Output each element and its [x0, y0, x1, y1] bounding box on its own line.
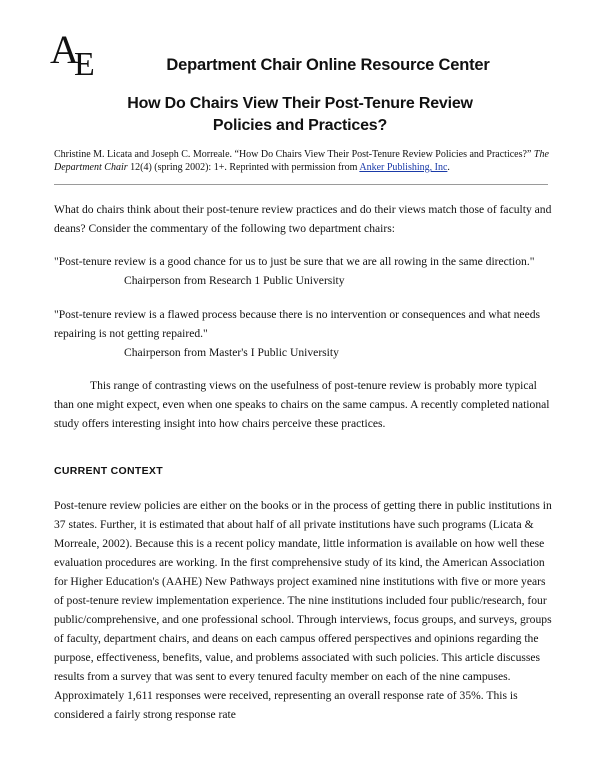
quote-1-text: "Post-tenure review is a good chance for us to just be sure that we are all rowing in the same direction." [54, 255, 535, 268]
publisher-link[interactable]: Anker Publishing, Inc [359, 162, 448, 173]
citation-journal: The Department Chair [54, 149, 549, 173]
section-heading: CURRENT CONTEXT [54, 465, 163, 477]
quote-1-attribution: Chairperson from Research 1 Public University [124, 274, 345, 287]
divider [54, 184, 548, 185]
resource-center-title: Department Chair Online Resource Center [166, 56, 490, 74]
contrast-paragraph: This range of contrasting views on the usefulness of post-tenure review is probably more typical than one might expect, even when one speaks to chairs on the same campus. A recently completed national study offers interesting insight into how chairs perceive these practices. [54, 379, 550, 430]
intro-paragraph: What do chairs think about their post-tenure review practices and do their views match those of faculty and deans? Consider the commentary of the following two department chairs: [54, 203, 552, 235]
quote-2-attribution: Chairperson from Master's I Public University [124, 346, 339, 359]
article-title-line-1: How Do Chairs View Their Post-Tenure Review [127, 95, 473, 112]
context-paragraph: Post-tenure review policies are either on the books or in the process of getting there in public institutions in 37 states. Further, it is estimated that about half of all private institutions have such programs (Licata & Morreale, 2002). Because this is a recent policy mandate, little information is available on how well these evaluation procedures are working. In the first comprehensive study of its kind, the American Association for Higher Education's (AAHE) New Pathways project examined nine institutions with five or more years of post-tenure review implementation experience. The nine institutions included four public/research, four public/comprehensive, and one professional school. Through interviews, focus groups, and surveys, groups of faculty, department chairs, and deans on each campus offered perspectives and opinions regarding the purpose, effectiveness, benefits, value, and problems associated with such policies. This article discusses results from a survey that was sent to every tenured faculty member on each of the nine campuses. Approximately 1,611 responses were received, representing an overall response rate of 35%. This is considered a fairly strong response rate [54, 499, 552, 721]
quote-2 [54, 305, 552, 362]
logo-letter-e: E [74, 46, 95, 83]
citation-authors: Christine M. Licata and Joseph C. Morreale. “How Do Chairs View Their Post-Tenure Review Policies and Practices?” [54, 149, 534, 160]
quote-1 [54, 252, 552, 290]
article-title-line-2: Policies and Practices? [212, 117, 388, 134]
article-title [0, 93, 600, 137]
citation [54, 148, 554, 174]
logo-letter-a: A [50, 27, 73, 72]
citation-end: . [447, 162, 450, 173]
quote-2-text: "Post-tenure review is a flawed process because there is no intervention or consequences and what needs repairing is not getting repaired." [54, 308, 541, 340]
citation-details: 12(4) (spring 2002): 1+. Reprinted with permission from [127, 162, 360, 173]
